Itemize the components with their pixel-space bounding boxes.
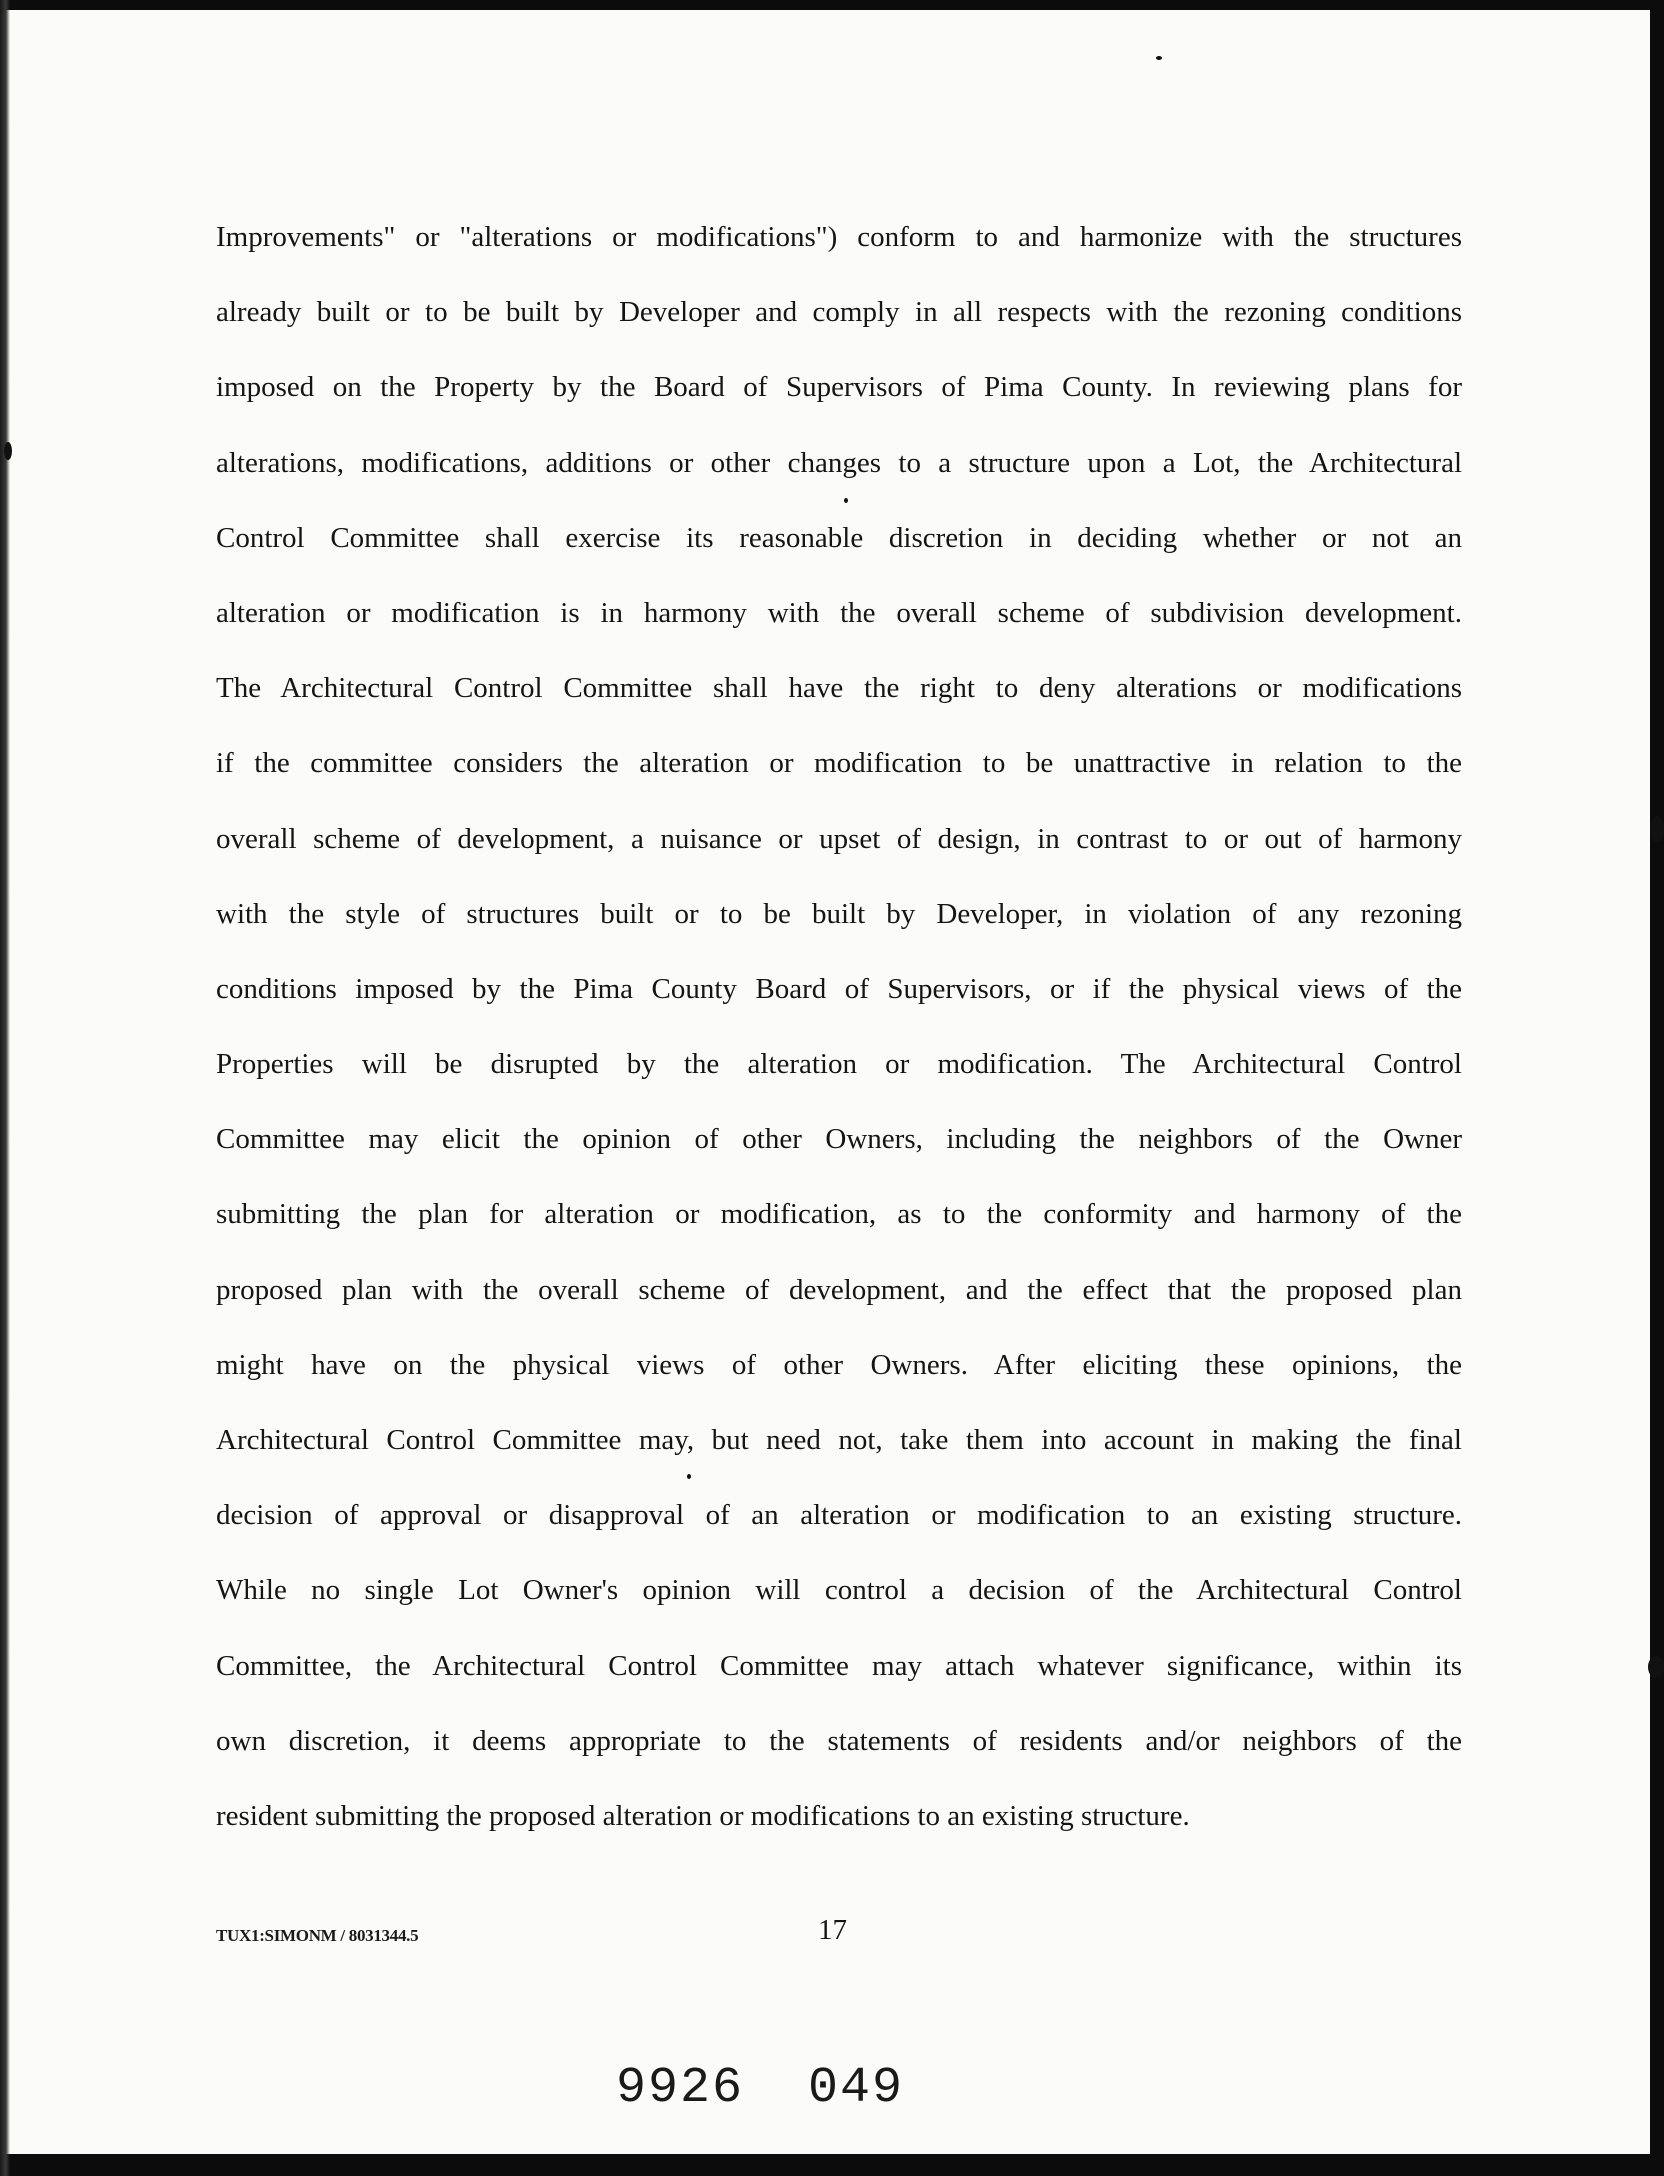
scan-speck — [1650, 816, 1664, 842]
scan-border-left — [0, 0, 10, 2176]
scan-speck — [1156, 56, 1162, 60]
body-line: While no single Lot Owner's opinion will control a decision of the Architectural Control — [216, 1574, 1462, 1607]
body-line: Committee, the Architectural Control Committee may attach whatever significance, within its — [216, 1649, 1462, 1682]
body-paragraph — [216, 200, 1462, 1854]
body-line: conditions imposed by the Pima County Board of Supervisors, or if the physical views of the — [216, 972, 1462, 1005]
body-line: with the style of structures built or to be built by Developer, in violation of any rezoning — [216, 897, 1462, 930]
body-line: submitting the plan for alteration or modification, as to the conformity and harmony of the — [216, 1198, 1462, 1231]
body-line: Properties will be disrupted by the alteration or modification. The Architectural Control — [216, 1048, 1462, 1081]
body-line: might have on the physical views of other Owners. After eliciting these opinions, the — [216, 1348, 1462, 1381]
body-line: own discretion, it deems appropriate to the statements of residents and/or neighbors of the — [216, 1724, 1462, 1757]
bates-stamp-number: 9926 049 — [616, 2060, 905, 2117]
scan-border-top — [0, 0, 1664, 10]
body-line: resident submitting the proposed alteration or modifications to an existing structure. — [216, 1799, 1190, 1832]
scan-speck — [4, 442, 12, 460]
body-line: overall scheme of development, a nuisance or upset of design, in contrast to or out of harmony — [216, 822, 1462, 855]
body-line: alteration or modification is in harmony with the overall scheme of subdivision development. — [216, 596, 1462, 629]
body-line: proposed plan with the overall scheme of development, and the effect that the proposed plan — [216, 1273, 1462, 1306]
scan-speck — [1648, 1656, 1664, 1678]
body-line: Committee may elicit the opinion of other Owners, including the neighbors of the Owner — [216, 1123, 1462, 1156]
body-line: imposed on the Property by the Board of Supervisors of Pima County. In reviewing plans for — [216, 371, 1462, 404]
body-line: The Architectural Control Committee shall have the right to deny alterations or modifications — [216, 672, 1462, 705]
body-line: Architectural Control Committee may, but need not, take them into account in making the final — [216, 1424, 1462, 1456]
scan-border-bottom — [0, 2154, 1664, 2176]
body-line: Control Committee shall exercise its reasonable discretion in deciding whether or not an — [216, 521, 1462, 554]
scan-border-right — [1650, 0, 1664, 2176]
body-line: alterations, modifications, additions or other changes to a structure upon a Lot, the Architectural — [216, 446, 1462, 479]
body-line: Improvements" or "alterations or modifications") conform to and harmonize with the structures — [216, 221, 1462, 253]
footer-document-id: TUX1:SIMONM / 8031344.5 — [216, 1926, 419, 1945]
body-line: if the committee considers the alteration or modification to be unattractive in relation to the — [216, 747, 1462, 780]
body-line: already built or to be built by Developer and comply in all respects with the rezoning conditions — [216, 296, 1462, 329]
page-number: 17 — [818, 1914, 847, 1946]
body-line: decision of approval or disapproval of an alteration or modification to an existing structure. — [216, 1499, 1462, 1532]
